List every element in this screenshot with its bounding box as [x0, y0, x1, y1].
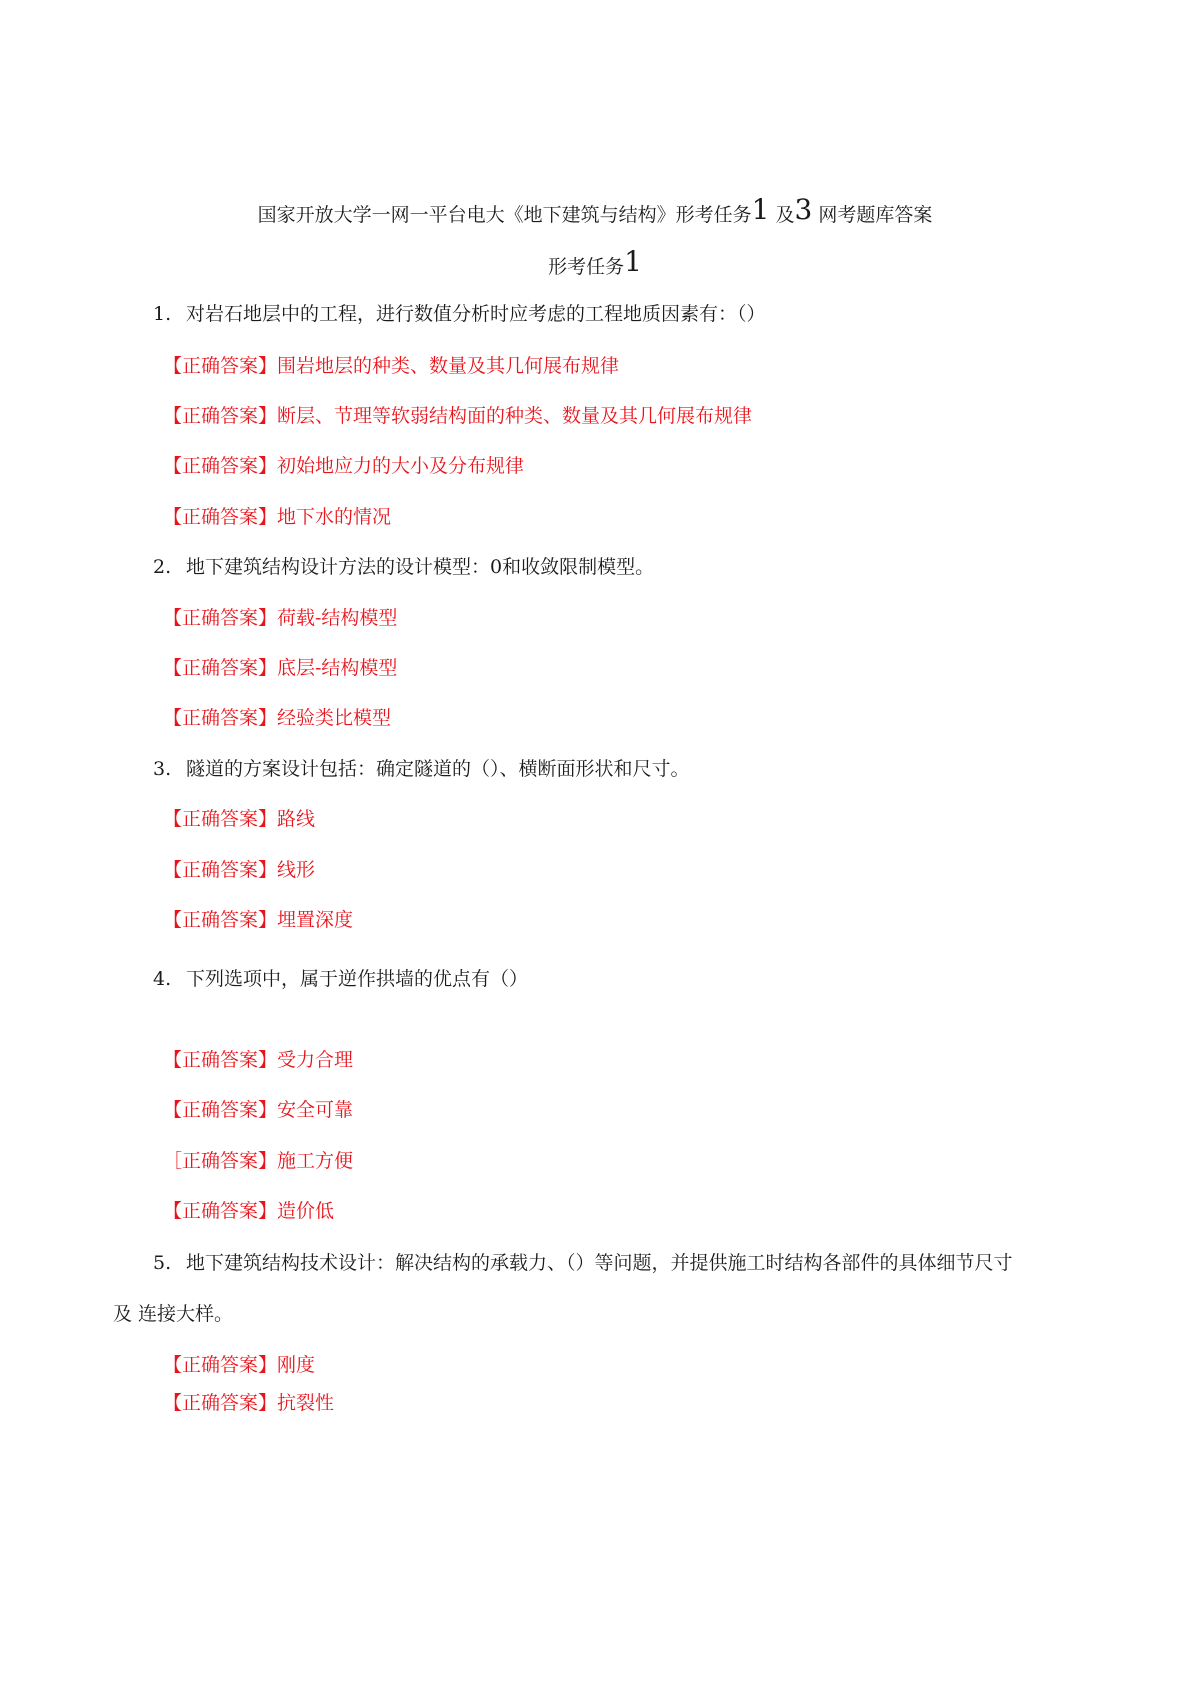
answer-1-1: 【正确答案】围岩地层的种类、数量及其几何展布规律: [163, 355, 620, 377]
question-5-continuation: 及 连接大样。: [113, 1303, 234, 1325]
answer-1-2: 【正确答案】断层、节理等软弱结构面的种类、数量及其几何展布规律: [163, 405, 753, 427]
answer-5-2: 【正确答案】抗裂性: [163, 1392, 335, 1414]
answer-5-1: 【正确答案】刚度: [163, 1354, 316, 1376]
answer-3-1: 【正确答案】路线: [163, 808, 316, 830]
answer-4-1: 【正确答案】受力合理: [163, 1049, 354, 1071]
answer-4-3: ［正确答案】施工方便: [163, 1150, 354, 1172]
answer-1-3: 【正确答案】初始地应力的大小及分布规律: [163, 455, 525, 477]
answer-1-4: 【正确答案】地下水的情况: [163, 506, 392, 528]
question-number: 4.: [153, 968, 172, 990]
answer-2-2: 【正确答案】底层-结构模型: [163, 657, 398, 679]
answer-4-4: 【正确答案】造价低: [163, 1200, 335, 1222]
question-text: 对岩石地层中的工程，进行数值分析时应考虑的工程地质因素有：（）: [186, 303, 766, 325]
answer-2-3: 【正确答案】经验类比模型: [163, 707, 392, 729]
question-number: 5.: [153, 1252, 172, 1274]
question-5: [153, 1251, 1013, 1275]
section-heading-text: 形考任务: [548, 256, 625, 278]
document-title: [0, 193, 1190, 227]
question-number: 2.: [153, 556, 172, 578]
question-text: 隧道的方案设计包括：确定隧道的（）、横断面形状和尺寸。: [186, 758, 690, 780]
question-1: [153, 302, 766, 326]
question-text: 下列选项中，属于逆作拱墙的优点有（）: [186, 968, 529, 990]
question-2: [153, 555, 654, 579]
question-number: 3.: [153, 758, 172, 780]
answer-3-2: 【正确答案】线形: [163, 859, 316, 881]
question-text: 地下建筑结构技术设计：解决结构的承载力、（）等问题，并提供施工时结构各部件的具体细节尺寸: [186, 1252, 1013, 1274]
title-number-1: 1: [751, 193, 770, 226]
answer-4-2: 【正确答案】安全可靠: [163, 1099, 354, 1121]
title-text: 国家开放大学一网一平台电大《地下建筑与结构》形考任务: [257, 204, 752, 226]
question-number: 1.: [153, 303, 172, 325]
question-4: [153, 967, 528, 991]
title-conjunction: 及: [775, 204, 795, 226]
question-3: [153, 757, 690, 781]
section-heading-number: 1: [624, 245, 642, 278]
answer-2-1: 【正确答案】荷载-结构模型: [163, 607, 398, 629]
title-suffix: 网考题库答案: [818, 204, 933, 226]
section-heading: [0, 245, 1190, 279]
title-number-3: 3: [794, 193, 813, 226]
answer-3-3: 【正确答案】埋置深度: [163, 909, 354, 931]
question-text: 地下建筑结构设计方法的设计模型：0和收敛限制模型。: [186, 556, 655, 578]
